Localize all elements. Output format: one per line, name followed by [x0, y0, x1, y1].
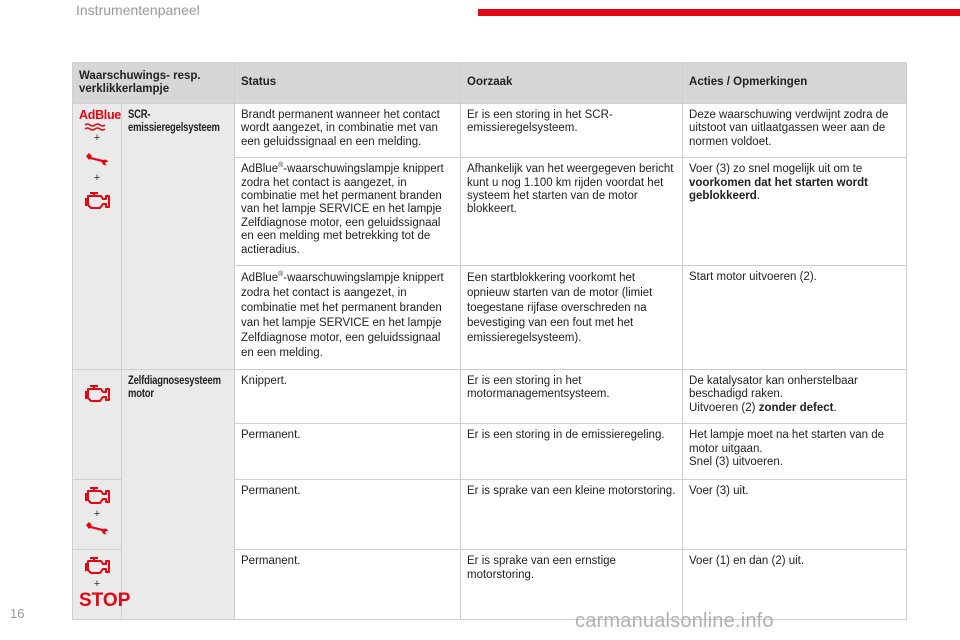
- acties-cell: Voer (3) zo snel mogelijk uit om te voorkomen dat het starten wordt geblokkeerd.: [683, 158, 907, 266]
- page-number: 16: [10, 606, 25, 621]
- oorzaak-cell: Er is een storing in het SCR-emissieregelsysteem.: [461, 104, 683, 158]
- table-row: [73, 370, 907, 424]
- adblue-waves-icon: [84, 123, 110, 131]
- status-cell: Permanent.: [235, 550, 461, 620]
- status-cell: Permanent.: [235, 480, 461, 550]
- warning-lights-table: [72, 62, 907, 620]
- header-oorzaak: Oorzaak: [461, 63, 683, 104]
- scr-system-name: SCR-emissieregelsysteem: [122, 104, 235, 370]
- acties-cell: Het lampje moet na het starten van de motor uitgaan. Snel (3) uitvoeren.: [683, 424, 907, 480]
- oorzaak-cell: Er is sprake van een kleine motorstoring.: [461, 480, 683, 550]
- oorzaak-cell: Er is een storing in de emissieregeling.: [461, 424, 683, 480]
- scr-icon-cell: [73, 104, 122, 370]
- stop-icon: STOP: [79, 590, 131, 612]
- oorzaak-cell: Er is een storing in het motormanagementsysteem.: [461, 370, 683, 424]
- acties-cell: Voer (1) en dan (2) uit.: [683, 550, 907, 620]
- header-accent-bar: [478, 9, 960, 16]
- acties-cell: De katalysator kan onherstelbaar beschadigd raken. Uitvoeren (2) zonder defect.: [683, 370, 907, 424]
- engine-wrench-icon-cell: [73, 480, 122, 550]
- oorzaak-cell: Een startblokkering voorkomt het opnieuw starten van de motor (limiet toegestane rijfase overschreden na bevestiging van een fout met het emissieregelsysteem).: [461, 266, 683, 370]
- plus-sign: +: [93, 578, 101, 591]
- status-cell: Brandt permanent wanneer het contact wordt aangezet, in combinatie met van een geluidssignaal en een melding.: [235, 104, 461, 158]
- wrench-icon: [84, 152, 110, 166]
- watermark: carmanualsonline.info: [575, 610, 774, 632]
- status-cell: Permanent.: [235, 424, 461, 480]
- table-row: [73, 104, 907, 158]
- engine-icon: [82, 190, 112, 212]
- engine-icon: [82, 383, 112, 405]
- engine-icon: [82, 555, 112, 577]
- plus-sign: +: [93, 132, 101, 145]
- header-status: Status: [235, 63, 461, 104]
- status-cell: AdBlue®-waarschuwingslampje knippert zodra het contact is aangezet, in combinatie met het permanent branden van het lampje SERVICE en het lampje Zelfdiagnose motor, een geluidssignaal en een melding.: [235, 266, 461, 370]
- engine-icon-cell: [73, 370, 122, 480]
- plus-sign: +: [93, 508, 101, 521]
- section-title: Instrumentenpaneel: [76, 2, 200, 18]
- wrench-icon: [84, 521, 110, 535]
- table-header-row: [73, 63, 907, 104]
- status-cell: Knippert.: [235, 370, 461, 424]
- acties-cell: Start motor uitvoeren (2).: [683, 266, 907, 370]
- oorzaak-cell: Er is sprake van een ernstige motorstoring.: [461, 550, 683, 620]
- acties-cell: Voer (3) uit.: [683, 480, 907, 550]
- engine-diagnosis-name: Zelfdiagnosesysteem motor: [122, 370, 235, 620]
- header-acties: Acties / Opmerkingen: [683, 63, 907, 104]
- oorzaak-cell: Afhankelijk van het weergegeven bericht kunt u nog 1.100 km rijden voordat het systeem het starten van de motor blokkeert.: [461, 158, 683, 266]
- engine-icon: [82, 485, 112, 507]
- acties-cell: Deze waarschuwing verdwijnt zodra de uitstoot van uitlaatgassen weer aan de normen voldoet.: [683, 104, 907, 158]
- adblue-icon: AdBlue: [79, 108, 121, 122]
- header-warning-lamp: Waarschuwings- resp. verklikkerlampje: [73, 63, 235, 104]
- plus-sign: +: [93, 172, 101, 185]
- status-cell: AdBlue®-waarschuwingslampje knippert zodra het contact is aangezet, in combinatie met het permanent branden van het lampje SERVICE en het lampje Zelfdiagnose motor, een geluidssignaal en een melding met betrekking tot de actieradius.: [235, 158, 461, 266]
- engine-stop-icon-cell: [73, 550, 131, 620]
